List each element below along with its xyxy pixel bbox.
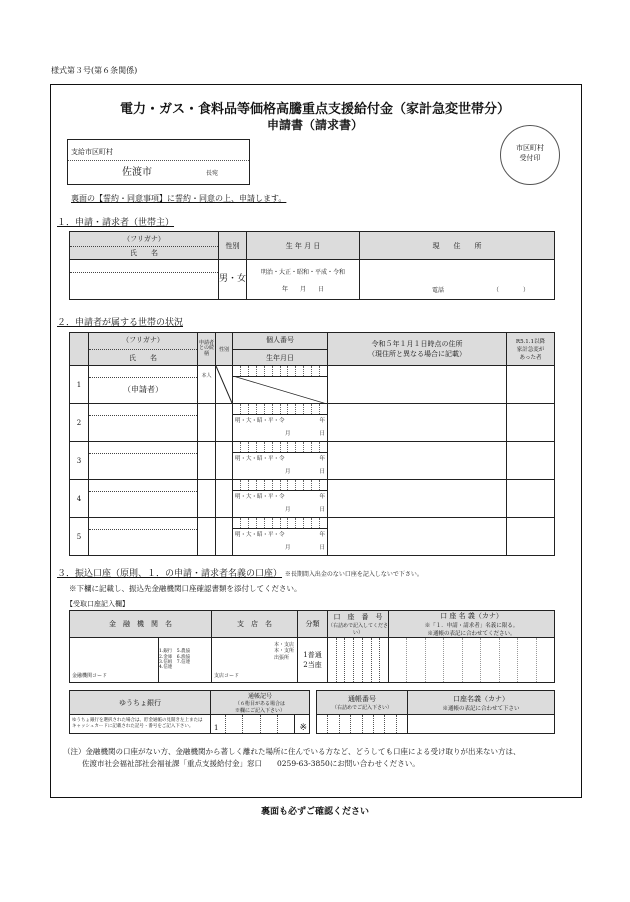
year-label: 年 bbox=[319, 456, 325, 462]
moved-header bbox=[507, 333, 555, 366]
hh-gender-header: 性別 bbox=[216, 333, 233, 366]
account-number-sub: （右詰めで記入してください） bbox=[328, 623, 389, 636]
relation-cell[interactable] bbox=[198, 518, 216, 556]
address-cell[interactable] bbox=[360, 260, 555, 300]
applicant-name-header bbox=[70, 232, 219, 260]
hh-name-cell[interactable] bbox=[89, 518, 198, 556]
hh-gender-cell[interactable] bbox=[216, 404, 233, 442]
ymd-label: 年 月 日 bbox=[281, 285, 324, 293]
diagonal-slash bbox=[216, 366, 232, 403]
yucho-note-cell: ゆうちょ銀行を選択された場合は、貯金通帳の見開き左上または キャッシュカードに記載された記号・番号をご記入下さい。 bbox=[70, 715, 211, 734]
bank-code-label: 金融機関コード bbox=[72, 673, 108, 680]
hh-name-cell[interactable] bbox=[89, 480, 198, 518]
month-label: 月 bbox=[285, 431, 291, 437]
moved-cell[interactable] bbox=[507, 404, 555, 442]
section3-heading: ３．振込口座（原則、１．の申請・請求者名義の口座） bbox=[57, 569, 283, 579]
form-title: 電力・ガス・食料品等価格高騰重点支援給付金（家計急変世帯分） bbox=[119, 102, 510, 117]
hh-name-cell[interactable] bbox=[89, 366, 198, 404]
moved-cell[interactable] bbox=[507, 366, 555, 404]
hh-name-label: 氏 名 bbox=[89, 349, 197, 363]
row-number bbox=[70, 366, 89, 404]
bottom-note: 裏面も必ずご確認ください bbox=[260, 807, 369, 817]
phone-label: 電話 bbox=[432, 287, 445, 295]
era-short: 明・大・昭・平・令 bbox=[235, 532, 285, 538]
holder-header bbox=[389, 611, 555, 638]
row-number bbox=[70, 518, 89, 556]
bango-label: 通帳番号 bbox=[348, 695, 376, 703]
month-label: 月 bbox=[285, 545, 291, 551]
year-label: 年 bbox=[319, 494, 325, 500]
account-type-option: 1普通 bbox=[303, 650, 322, 659]
holder-note1: ※「１．申請・請求者」名義に限る。 bbox=[424, 623, 519, 629]
branch-type-option: 出張所 bbox=[273, 654, 289, 661]
footnote-line1: （注）金融機関の口座がない方、金融機関から著しく離れた場所に住んでいる方など、どうしても口座による受け取りが出来ない方は、 bbox=[63, 747, 521, 756]
hh-gender-cell[interactable] bbox=[216, 518, 233, 556]
jan1-address-header bbox=[328, 333, 507, 366]
hh-name-cell[interactable] bbox=[89, 442, 198, 480]
kigo-first-digit: 1 bbox=[214, 724, 219, 732]
municipality-label: 支給市区町村 bbox=[71, 148, 113, 156]
yucho-holder-cell[interactable] bbox=[408, 715, 555, 734]
jan1-address-line2: （現住所と異なる場合に記載） bbox=[368, 350, 466, 358]
day-label: 日 bbox=[319, 469, 325, 475]
mynumber-cell[interactable] bbox=[233, 480, 328, 518]
branch-header: 支 店 名 bbox=[212, 611, 298, 638]
bank-type-option: 3.信組 7.信連 bbox=[159, 660, 191, 665]
footnote-line2: 佐渡市社会福祉部社会福祉課「重点支援給付金」窓口 0259-63-3850にお問い合わせください。 bbox=[82, 759, 420, 768]
bank-table bbox=[69, 610, 555, 683]
yucho-holder-header bbox=[408, 691, 555, 715]
moved-line1: R5.1.1以降 bbox=[515, 339, 546, 345]
era-short: 明・大・昭・平・令 bbox=[235, 418, 285, 424]
relation-header: 申請者との続柄 bbox=[198, 333, 216, 366]
branch-cell[interactable] bbox=[212, 638, 298, 683]
section3-note: ※下欄に記載し、振込先金融機関口座確認書類を添付してください。 bbox=[69, 584, 302, 593]
account-box-label: 【受取口座記入欄】 bbox=[66, 600, 129, 608]
section3-heading-wrap bbox=[57, 569, 423, 579]
account-type-option: 2当座 bbox=[303, 661, 322, 669]
mynumber-cell[interactable] bbox=[233, 518, 328, 556]
municipality-name[interactable]: 佐渡市 bbox=[122, 167, 152, 178]
birth-slash bbox=[233, 376, 327, 404]
era-options: 明治・大正・昭和・平成・令和 bbox=[260, 268, 345, 276]
hh-gender-cell[interactable] bbox=[216, 480, 233, 518]
relation-cell[interactable] bbox=[198, 480, 216, 518]
gender-header: 性別 bbox=[219, 232, 247, 260]
row-number bbox=[70, 404, 89, 442]
mynumber-cell[interactable] bbox=[233, 404, 328, 442]
yucho-header: ゆうちょ銀行 bbox=[70, 691, 211, 715]
row-number-text: 4 bbox=[76, 494, 82, 503]
bank-type-option: 1.銀行 5.農協 bbox=[159, 649, 191, 655]
month-label: 月 bbox=[285, 507, 291, 513]
relation-cell[interactable] bbox=[198, 366, 216, 404]
applicant-name-cell[interactable] bbox=[70, 260, 219, 300]
yucho-holder-label: 口座名義（カナ） bbox=[453, 694, 509, 703]
mynumber-header bbox=[233, 333, 328, 366]
birth-cell[interactable] bbox=[247, 260, 360, 300]
furigana-label: （フリガナ） bbox=[123, 234, 165, 243]
name-label: 氏 名 bbox=[70, 246, 218, 258]
form-subtitle: 申請書（請求書） bbox=[266, 118, 363, 132]
household-name-header bbox=[89, 333, 198, 366]
jan1-address-line1: 令和５年１月１日時点の住所 bbox=[371, 340, 463, 348]
bank-name-cell[interactable] bbox=[70, 638, 159, 683]
hh-furigana-label: （フリガナ） bbox=[122, 336, 164, 344]
hh-name-cell[interactable] bbox=[89, 404, 198, 442]
era-short: 明・大・昭・平・令 bbox=[235, 456, 285, 462]
household-row bbox=[70, 518, 555, 556]
kigo-header bbox=[211, 691, 310, 715]
address-header: 現 住 所 bbox=[360, 232, 555, 260]
account-number-label: 口 座 番 号 bbox=[333, 613, 383, 621]
pledge-text: 裏面の【誓約・同意事項】に誓約・同意の上、申請します。 bbox=[71, 194, 287, 203]
jan1-address-cell[interactable] bbox=[328, 442, 507, 480]
section2-heading: ２．申請者が属する世帯の状況 bbox=[57, 318, 184, 328]
mynumber-cell[interactable] bbox=[233, 366, 328, 404]
holder-label: 口 座 名 義（カナ） bbox=[440, 612, 503, 620]
bank-type-option: 4.信連 bbox=[159, 665, 173, 671]
day-label: 日 bbox=[319, 431, 325, 437]
type-header: 分類 bbox=[298, 611, 328, 638]
holder-note2: ※通帳の表記に合わせてください。 bbox=[427, 631, 516, 637]
jan1-address-cell[interactable] bbox=[328, 518, 507, 556]
mayor-label: 長宛 bbox=[206, 170, 219, 177]
bango-sub: （右詰めでご記入下さい） bbox=[331, 705, 392, 711]
reception-stamp-circle bbox=[500, 125, 560, 185]
row-number bbox=[70, 480, 89, 518]
section1-heading: １．申請・請求者（世帯主） bbox=[57, 218, 175, 228]
day-label: 日 bbox=[319, 545, 325, 551]
year-label: 年 bbox=[319, 418, 325, 424]
kigo-sub1: （６桁目がある場合は bbox=[234, 701, 285, 707]
account-number-cell[interactable] bbox=[328, 638, 389, 683]
bank-name-header: 金 融 機 関 名 bbox=[70, 611, 212, 638]
yucho-table bbox=[69, 690, 555, 734]
era-short: 明・大・昭・平・令 bbox=[235, 494, 285, 500]
section3-heading-note: ※長期間入出金のない口座を記入しないで下さい。 bbox=[284, 571, 423, 578]
branch-code-label: 支店コード bbox=[214, 673, 240, 680]
bank-type-option: 2.金庫 6.漁協 bbox=[159, 654, 191, 660]
row-number bbox=[70, 442, 89, 480]
holder-cell[interactable] bbox=[389, 638, 555, 683]
relation-cell[interactable] bbox=[198, 404, 216, 442]
household-row bbox=[70, 366, 555, 404]
row-number-header bbox=[70, 333, 89, 366]
branch-type-option: 本・支所 bbox=[273, 648, 294, 655]
municipality-box bbox=[67, 139, 250, 185]
moved-line2: 家計急変が bbox=[516, 347, 545, 353]
form-number: 様式第３号(第６条関係) bbox=[51, 66, 138, 75]
yucho-gap-2 bbox=[310, 715, 317, 734]
gender-options-text: 男・女 bbox=[219, 273, 247, 284]
household-row bbox=[70, 442, 555, 480]
jan1-address-cell[interactable] bbox=[328, 366, 507, 404]
mynumber-label: 個人番号 bbox=[266, 336, 294, 344]
branch-type-option: 本・支店 bbox=[273, 642, 294, 648]
day-label: 日 bbox=[319, 507, 325, 513]
jan1-address-cell[interactable] bbox=[328, 480, 507, 518]
jan1-address-cell[interactable] bbox=[328, 404, 507, 442]
moved-cell[interactable] bbox=[507, 480, 555, 518]
moved-line3: あった者 bbox=[519, 355, 542, 361]
row-number-text: 5 bbox=[76, 532, 82, 541]
bango-header bbox=[317, 691, 408, 715]
kigo-cell[interactable] bbox=[211, 715, 310, 734]
self-label: 本人 bbox=[201, 373, 212, 379]
stamp-line1: 市区町村 bbox=[516, 144, 544, 152]
account-type-cell[interactable] bbox=[298, 638, 328, 683]
stamp-line2: 受付印 bbox=[519, 154, 541, 163]
moved-cell[interactable] bbox=[507, 518, 555, 556]
phone-parens: （ ） bbox=[493, 287, 530, 295]
hh-gender-cell[interactable] bbox=[216, 366, 233, 404]
relation-cell[interactable] bbox=[198, 442, 216, 480]
kigo-label: 通帳記号 bbox=[247, 693, 272, 700]
moved-cell[interactable] bbox=[507, 442, 555, 480]
birth-header: 生 年 月 日 bbox=[247, 232, 360, 260]
hh-gender-cell[interactable] bbox=[216, 442, 233, 480]
gender-options[interactable] bbox=[219, 260, 247, 300]
month-label: 月 bbox=[285, 469, 291, 475]
applicant-label: （申請者） bbox=[123, 385, 163, 394]
yucho-holder-note: ※通帳の表記に合わせて下さい bbox=[442, 705, 520, 712]
bank-type-cell[interactable] bbox=[159, 638, 212, 683]
applicant-table bbox=[69, 231, 555, 300]
row-number-text: 3 bbox=[76, 456, 82, 465]
bango-cell[interactable] bbox=[317, 715, 408, 734]
kigo-sub2: ※欄にご記入下さい） bbox=[234, 708, 285, 714]
kigo-extra-mark: ※ bbox=[299, 723, 307, 733]
year-label: 年 bbox=[319, 532, 325, 538]
hh-birth-label: 生年月日 bbox=[233, 349, 327, 363]
household-row bbox=[70, 404, 555, 442]
row-number-text: 2 bbox=[76, 418, 82, 427]
row-number-text: 1 bbox=[76, 380, 82, 389]
yucho-gap bbox=[310, 691, 317, 715]
household-row bbox=[70, 480, 555, 518]
account-number-header bbox=[328, 611, 389, 638]
household-table bbox=[69, 332, 555, 556]
mynumber-cell[interactable] bbox=[233, 442, 328, 480]
